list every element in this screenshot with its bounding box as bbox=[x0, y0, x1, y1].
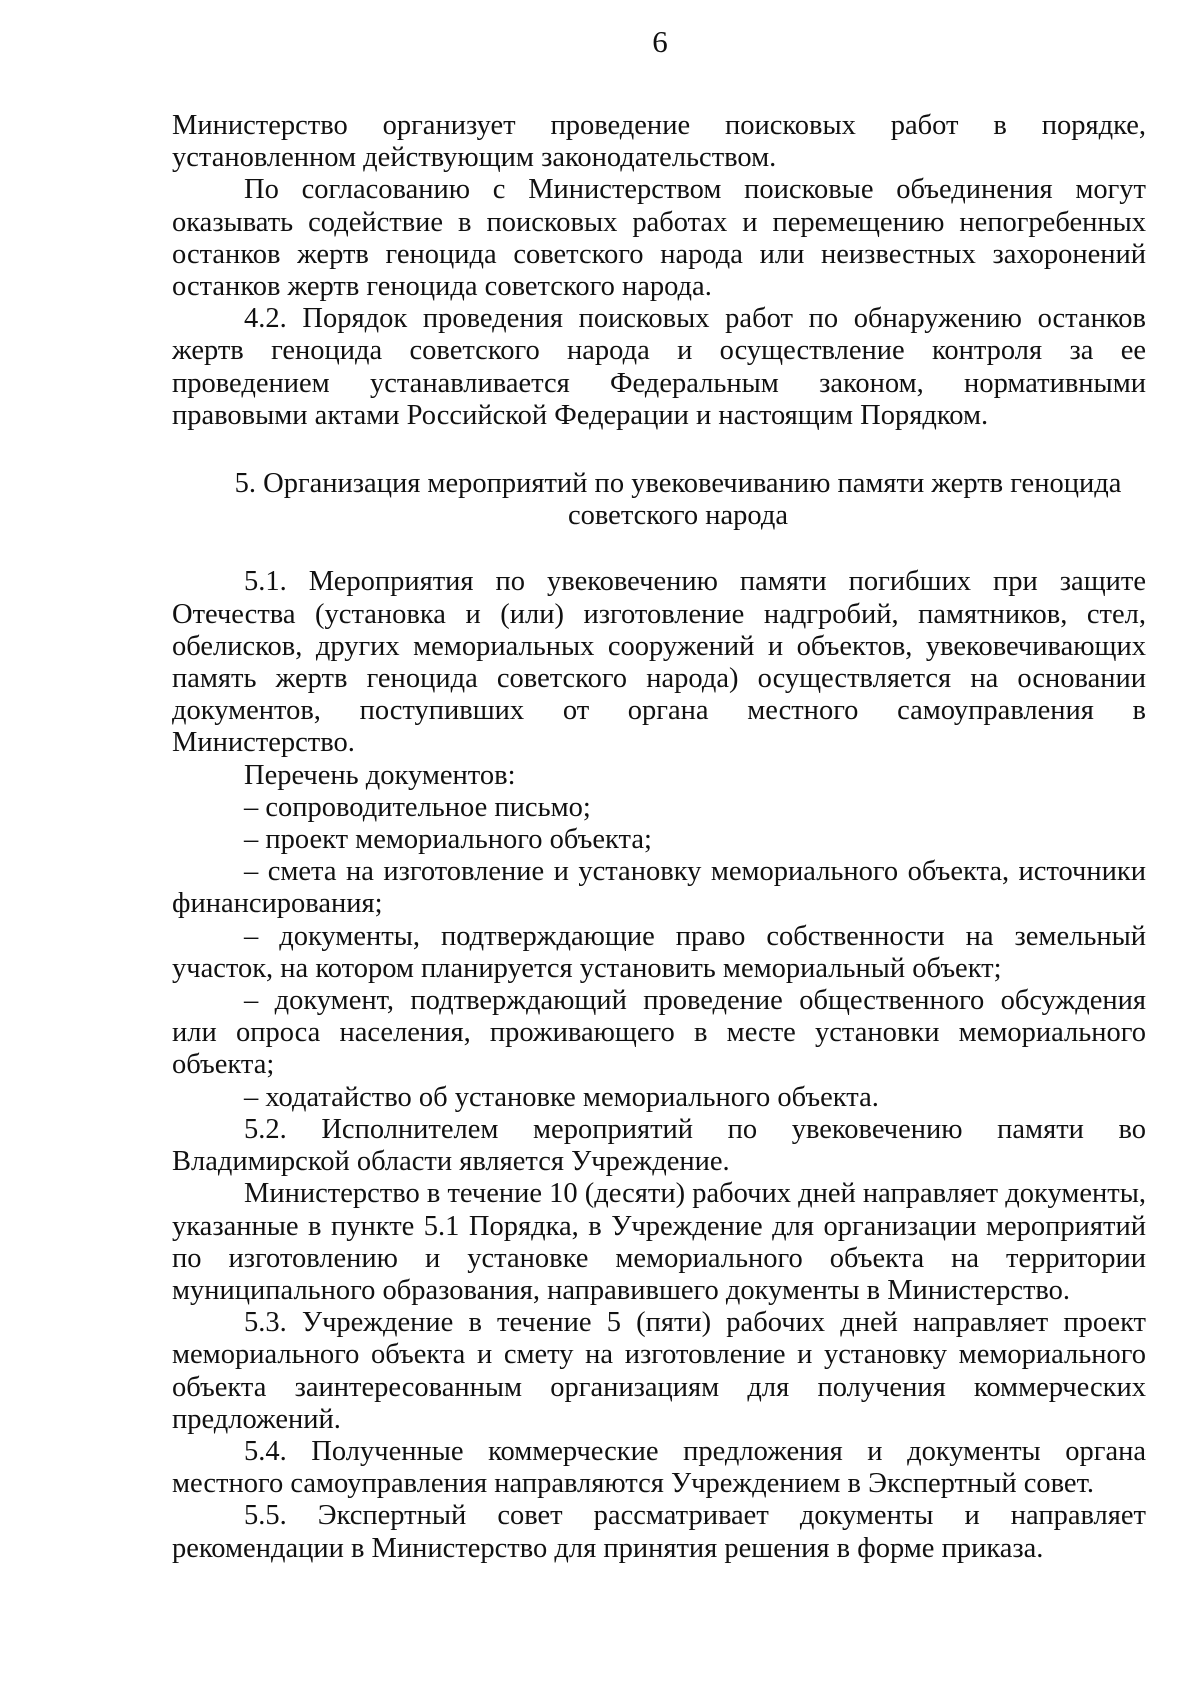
paragraph-search-associations: По согласованию с Министерством поисковые объединения могут оказывать содействие в поисковых работах и перемещению непогребенных останков жертв геноцида советского народа или неизвестных захоронений останков жертв геноцида советского народа. bbox=[172, 174, 1146, 303]
paragraph-ministry-10-days: Министерство в течение 10 (десяти) рабочих дней направляет документы, указанные в пункте 5.1 Порядка, в Учреждение для организации мероприятий по изготовлению и установке мемориального объекта на территории муниципального образования, направившего документы в Министерство. bbox=[172, 1178, 1146, 1306]
page-number: 6 bbox=[652, 24, 668, 59]
paragraph-5-5: 5.5. Экспертный совет рассматривает документы и направляет рекомендации в Министерство для принятия решения в форме приказа. bbox=[172, 1500, 1146, 1564]
paragraph-5-3: 5.3. Учреждение в течение 5 (пяти) рабочих дней направляет проект мемориального объекта и смету на изготовление и установку мемориального объекта заинтересованным организациям для получения коммерческих предложений. bbox=[172, 1307, 1146, 1435]
paragraph-5-2: 5.2. Исполнителем мероприятий по увековечению памяти во Владимирской области является Учреждение. bbox=[172, 1113, 1146, 1178]
paragraph-5-4: 5.4. Полученные коммерческие предложения и документы органа местного самоуправления направляются Учреждением в Экспертный совет. bbox=[172, 1435, 1146, 1500]
documents-list-item: – ходатайство об установке мемориального объекта. bbox=[244, 1081, 879, 1113]
paragraph-5-1: 5.1. Мероприятия по увековечению памяти погибших при защите Отечества (установка и (или) изготовление надгробий, памятников, стел, обелисков, других мемориальных сооружений и объектов, увековечивающих память жертв геноцида советского народа) осуществляется на основании документов, поступивших от органа местного самоуправления в Министерство. bbox=[172, 566, 1146, 759]
paragraph-4-2: 4.2. Порядок проведения поисковых работ по обнаружению останков жертв геноцида советского народа и осуществление контроля за ее проведением устанавливается Федеральным законом, нормативными правовыми актами Российской Федерации и настоящим Порядком. bbox=[172, 303, 1146, 431]
documents-list-item: – проект мемориального объекта; bbox=[244, 824, 652, 856]
section-5-heading: 5. Организация мероприятий по увековечиванию памяти жертв геноцида советского народа bbox=[234, 468, 1122, 532]
documents-list-title: Перечень документов: bbox=[244, 759, 516, 791]
documents-list-item: – смета на изготовление и установку мемориального объекта, источники финансирования; bbox=[172, 856, 1146, 920]
document-body bbox=[172, 110, 1146, 1565]
paragraph-ministry-search: Министерство организует проведение поисковых работ в порядке, установленном действующим законодательством. bbox=[172, 110, 1146, 174]
documents-list-item: – сопроводительное письмо; bbox=[244, 791, 591, 823]
documents-list-item: – документы, подтверждающие право собственности на земельный участок, на котором планируется установить мемориальный объект; bbox=[172, 920, 1146, 984]
documents-list-item: – документ, подтверждающий проведение общественного обсуждения или опроса населения, проживающего в месте установки мемориального объекта; bbox=[172, 985, 1146, 1081]
